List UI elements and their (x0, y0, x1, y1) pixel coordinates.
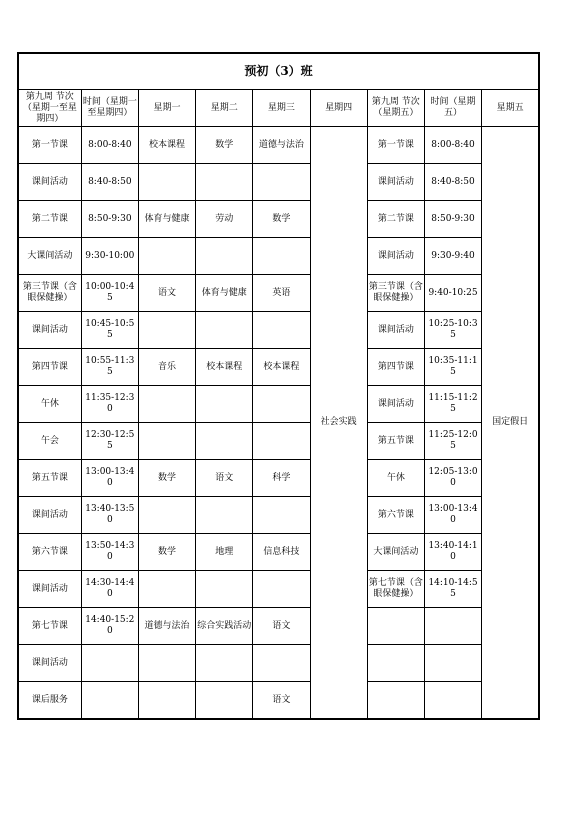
time-friday: 8:00-8:40 (424, 127, 481, 164)
wednesday-subject: 英语 (253, 275, 310, 312)
time-friday: 10:35-11:15 (424, 349, 481, 386)
time-mon-thu: 14:40-15:20 (81, 608, 138, 645)
table-row (18, 312, 539, 349)
period-mon-thu: 第一节课 (18, 127, 81, 164)
time-friday: 13:00-13:40 (424, 497, 481, 534)
table-row (18, 164, 539, 201)
tuesday-subject (196, 645, 253, 682)
wednesday-subject: 信息科技 (253, 534, 310, 571)
wednesday-subject: 道德与法治 (253, 127, 310, 164)
wednesday-subject (253, 571, 310, 608)
title-row (18, 53, 539, 90)
time-friday: 14:10-14:55 (424, 571, 481, 608)
time-mon-thu: 13:40-13:50 (81, 497, 138, 534)
tuesday-subject: 语文 (196, 460, 253, 497)
monday-subject: 语文 (138, 275, 195, 312)
wednesday-subject (253, 312, 310, 349)
time-mon-thu (81, 682, 138, 720)
period-mon-thu: 大课间活动 (18, 238, 81, 275)
period-friday: 大课间活动 (367, 534, 424, 571)
tuesday-subject: 数学 (196, 127, 253, 164)
period-friday: 午休 (367, 460, 424, 497)
period-friday: 第七节课（含眼保健操） (367, 571, 424, 608)
wednesday-subject (253, 423, 310, 460)
table-row (18, 201, 539, 238)
period-mon-thu: 课间活动 (18, 497, 81, 534)
tuesday-subject: 劳动 (196, 201, 253, 238)
period-mon-thu: 午会 (18, 423, 81, 460)
period-friday (367, 608, 424, 645)
monday-subject (138, 423, 195, 460)
period-mon-thu: 第三节课（含眼保健操） (18, 275, 81, 312)
monday-subject (138, 238, 195, 275)
tuesday-subject (196, 497, 253, 534)
table-row (18, 127, 539, 164)
header-tuesday: 星期二 (196, 90, 253, 127)
period-friday: 课间活动 (367, 312, 424, 349)
period-friday: 第五节课 (367, 423, 424, 460)
tuesday-subject: 地理 (196, 534, 253, 571)
wednesday-subject (253, 497, 310, 534)
monday-subject (138, 571, 195, 608)
wednesday-subject (253, 386, 310, 423)
tuesday-subject (196, 164, 253, 201)
time-mon-thu (81, 645, 138, 682)
period-friday: 课间活动 (367, 164, 424, 201)
time-friday (424, 608, 481, 645)
table-row (18, 571, 539, 608)
monday-subject: 数学 (138, 534, 195, 571)
wednesday-subject: 校本课程 (253, 349, 310, 386)
wednesday-subject: 科学 (253, 460, 310, 497)
period-mon-thu: 课后服务 (18, 682, 81, 720)
tuesday-subject (196, 423, 253, 460)
monday-subject (138, 312, 195, 349)
table-row (18, 275, 539, 312)
header-row (18, 90, 539, 127)
tuesday-subject: 综合实践活动 (196, 608, 253, 645)
time-friday (424, 645, 481, 682)
tuesday-subject: 体育与健康 (196, 275, 253, 312)
monday-subject (138, 645, 195, 682)
tuesday-subject: 校本课程 (196, 349, 253, 386)
monday-subject: 数学 (138, 460, 195, 497)
tuesday-subject (196, 238, 253, 275)
tuesday-subject (196, 386, 253, 423)
time-friday: 12:05-13:00 (424, 460, 481, 497)
time-friday: 8:40-8:50 (424, 164, 481, 201)
time-mon-thu: 9:30-10:00 (81, 238, 138, 275)
period-friday: 第三节课（含眼保健操） (367, 275, 424, 312)
period-mon-thu: 课间活动 (18, 645, 81, 682)
class-title: 预初（3）班 (18, 53, 539, 90)
header-thursday: 星期四 (310, 90, 367, 127)
period-friday: 第六节课 (367, 497, 424, 534)
table-row (18, 645, 539, 682)
monday-subject (138, 682, 195, 720)
table-row (18, 460, 539, 497)
table-row (18, 238, 539, 275)
time-mon-thu: 10:55-11:35 (81, 349, 138, 386)
wednesday-subject (253, 645, 310, 682)
monday-subject: 校本课程 (138, 127, 195, 164)
period-mon-thu: 第二节课 (18, 201, 81, 238)
monday-subject: 道德与法治 (138, 608, 195, 645)
time-mon-thu: 8:50-9:30 (81, 201, 138, 238)
time-mon-thu: 8:40-8:50 (81, 164, 138, 201)
time-friday: 13:40-14:10 (424, 534, 481, 571)
table-row (18, 534, 539, 571)
header-time-friday: 时间（星期五） (424, 90, 481, 127)
monday-subject (138, 164, 195, 201)
period-mon-thu: 第六节课 (18, 534, 81, 571)
header-monday: 星期一 (138, 90, 195, 127)
header-time-mon-thu: 时间（星期一至星期四） (81, 90, 138, 127)
time-mon-thu: 14:30-14:40 (81, 571, 138, 608)
time-mon-thu: 10:45-10:55 (81, 312, 138, 349)
time-friday: 10:25-10:35 (424, 312, 481, 349)
tuesday-subject (196, 571, 253, 608)
time-friday: 9:30-9:40 (424, 238, 481, 275)
tuesday-subject (196, 682, 253, 720)
table-row (18, 423, 539, 460)
thursday-all-day: 社会实践 (310, 127, 367, 720)
period-friday: 第二节课 (367, 201, 424, 238)
period-friday: 课间活动 (367, 386, 424, 423)
period-mon-thu: 第七节课 (18, 608, 81, 645)
wednesday-subject (253, 164, 310, 201)
period-friday: 第一节课 (367, 127, 424, 164)
time-mon-thu: 13:50-14:30 (81, 534, 138, 571)
period-friday (367, 682, 424, 720)
header-period-mon-thu: 第九周 节次（星期一至星期四） (18, 90, 81, 127)
table-row (18, 608, 539, 645)
time-mon-thu: 10:00-10:45 (81, 275, 138, 312)
wednesday-subject: 语文 (253, 682, 310, 720)
time-friday: 9:40-10:25 (424, 275, 481, 312)
wednesday-subject (253, 238, 310, 275)
period-friday: 第四节课 (367, 349, 424, 386)
timetable (17, 52, 540, 720)
table-row (18, 497, 539, 534)
wednesday-subject: 语文 (253, 608, 310, 645)
table-row (18, 349, 539, 386)
period-mon-thu: 课间活动 (18, 164, 81, 201)
header-period-friday: 第九周 节次（星期五） (367, 90, 424, 127)
monday-subject: 体育与健康 (138, 201, 195, 238)
period-mon-thu: 课间活动 (18, 312, 81, 349)
period-mon-thu: 课间活动 (18, 571, 81, 608)
time-mon-thu: 8:00-8:40 (81, 127, 138, 164)
monday-subject (138, 386, 195, 423)
table-row (18, 682, 539, 720)
time-mon-thu: 11:35-12:30 (81, 386, 138, 423)
header-friday: 星期五 (482, 90, 539, 127)
time-mon-thu: 13:00-13:40 (81, 460, 138, 497)
friday-all-day: 国定假日 (482, 127, 539, 720)
time-friday (424, 682, 481, 720)
table-row (18, 386, 539, 423)
time-mon-thu: 12:30-12:55 (81, 423, 138, 460)
wednesday-subject: 数学 (253, 201, 310, 238)
time-friday: 8:50-9:30 (424, 201, 481, 238)
period-mon-thu: 第五节课 (18, 460, 81, 497)
tuesday-subject (196, 312, 253, 349)
period-mon-thu: 第四节课 (18, 349, 81, 386)
monday-subject (138, 497, 195, 534)
period-friday (367, 645, 424, 682)
period-friday: 课间活动 (367, 238, 424, 275)
period-mon-thu: 午休 (18, 386, 81, 423)
time-friday: 11:15-11:25 (424, 386, 481, 423)
time-friday: 11:25-12:05 (424, 423, 481, 460)
header-wednesday: 星期三 (253, 90, 310, 127)
monday-subject: 音乐 (138, 349, 195, 386)
